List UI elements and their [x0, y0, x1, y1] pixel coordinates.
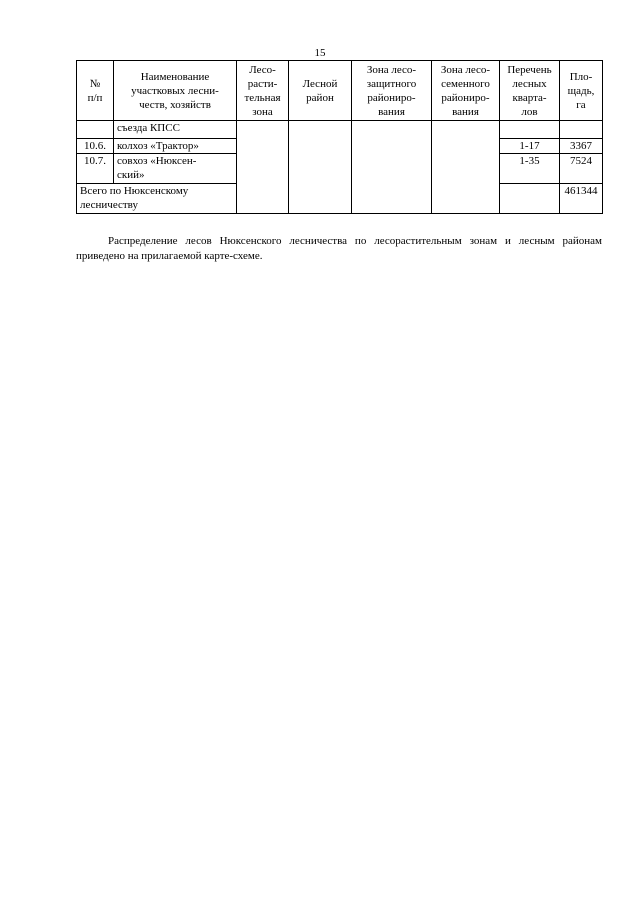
body-paragraph: Распределение лесов Нюксенского лесничества по лесорастительным зонам и лесным районам приведено на прилагаемой карте-схеме. — [76, 235, 602, 262]
cell-num: 10.6. — [77, 139, 114, 154]
header-region: Лесной район — [289, 61, 352, 121]
total-quarters — [500, 184, 560, 214]
cell-quarters: 1-17 — [500, 139, 560, 154]
header-name: Наименование участковых лесни- честв, хозяйств — [114, 61, 237, 121]
cell-num — [77, 121, 114, 139]
table-header-row — [77, 61, 603, 121]
cell-area: 7524 — [560, 154, 603, 184]
header-area: Пло- щадь, га — [560, 61, 603, 121]
cell-protect-zone — [352, 121, 432, 214]
cell-zone — [237, 121, 289, 214]
cell-num: 10.7. — [77, 154, 114, 184]
cell-name: совхоз «Нюксен- ский» — [114, 154, 237, 184]
cell-quarters — [500, 121, 560, 139]
cell-region — [289, 121, 352, 214]
header-num: № п/п — [77, 61, 114, 121]
header-protect-zone: Зона лесо- защитного райониро- вания — [352, 61, 432, 121]
header-seed-zone: Зона лесо- семенного райониро- вания — [432, 61, 500, 121]
header-quarters: Перечень лесных кварта- лов — [500, 61, 560, 121]
table-row — [77, 121, 603, 139]
cell-name: съезда КПСС — [114, 121, 237, 139]
cell-name: колхоз «Трактор» — [114, 139, 237, 154]
cell-area: 3367 — [560, 139, 603, 154]
cell-area — [560, 121, 603, 139]
page-number: 15 — [314, 47, 326, 59]
cell-seed-zone — [432, 121, 500, 214]
cell-quarters: 1-35 — [500, 154, 560, 184]
header-zone: Лесо- расти- тельная зона — [237, 61, 289, 121]
total-area: 461344 — [560, 184, 603, 214]
total-label: Всего по Нюксенскому лесничеству — [77, 184, 237, 214]
forestry-table — [76, 60, 603, 214]
